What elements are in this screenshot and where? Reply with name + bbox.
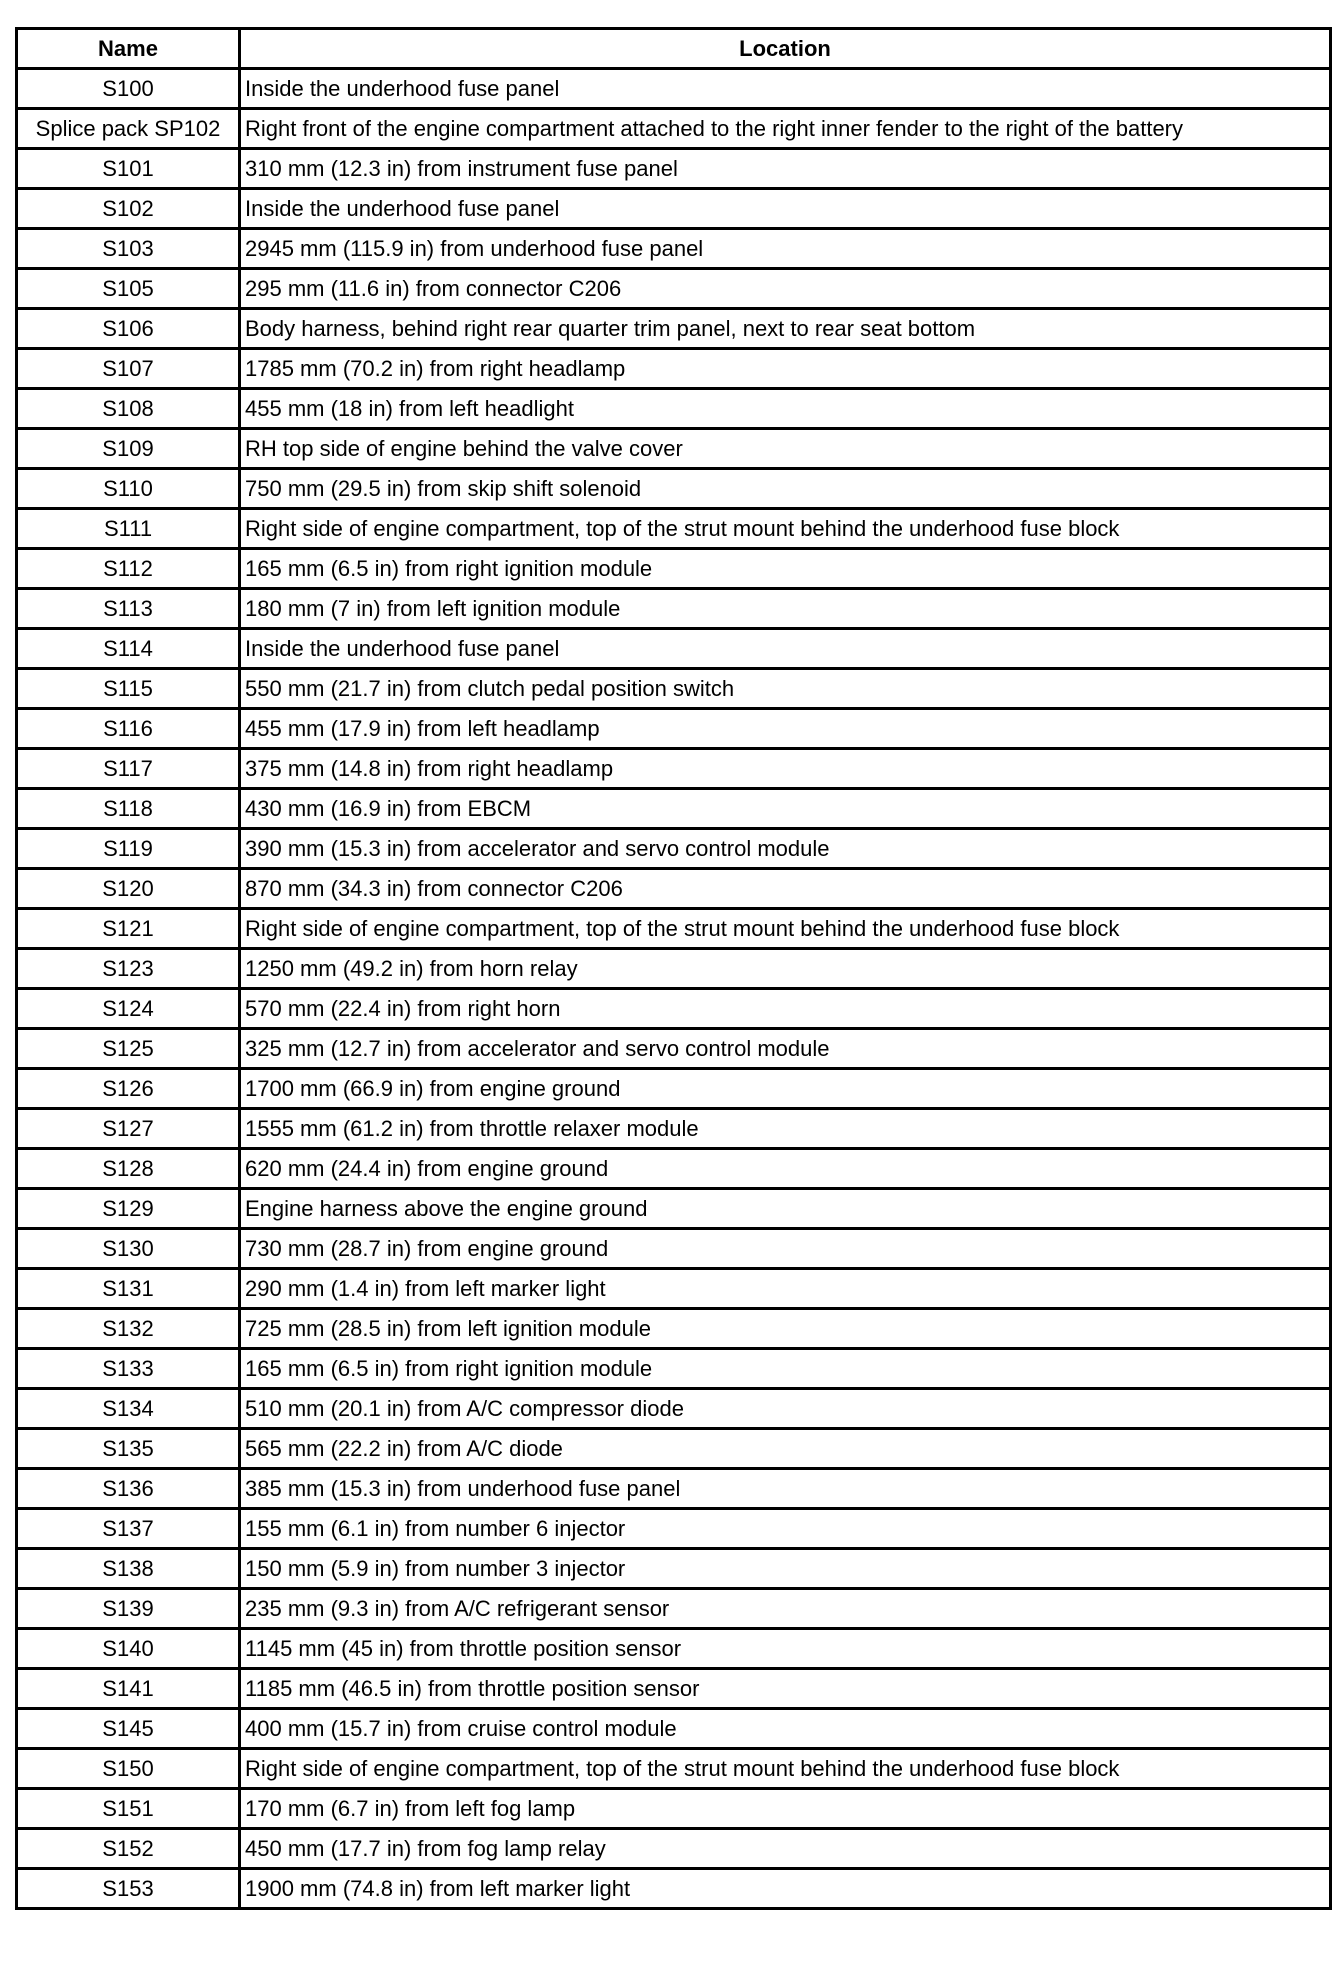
splice-location-cell: 1785 mm (70.2 in) from right headlamp [240, 349, 1331, 389]
splice-name-cell: S132 [17, 1309, 240, 1349]
splice-location-cell: 1555 mm (61.2 in) from throttle relaxer module [240, 1109, 1331, 1149]
table-row [17, 1189, 1331, 1229]
splice-location-cell: Inside the underhood fuse panel [240, 189, 1331, 229]
table-row [17, 1269, 1331, 1309]
splice-name-cell: S121 [17, 909, 240, 949]
splice-location-cell: 400 mm (15.7 in) from cruise control module [240, 1709, 1331, 1749]
splice-location-cell: 2945 mm (115.9 in) from underhood fuse panel [240, 229, 1331, 269]
splice-location-cell: 325 mm (12.7 in) from accelerator and servo control module [240, 1029, 1331, 1069]
table-row [17, 109, 1331, 149]
splice-name-cell: S131 [17, 1269, 240, 1309]
table-row [17, 1029, 1331, 1069]
splice-name-cell: S114 [17, 629, 240, 669]
splice-location-cell: 165 mm (6.5 in) from right ignition module [240, 549, 1331, 589]
splice-location-cell: Body harness, behind right rear quarter trim panel, next to rear seat bottom [240, 309, 1331, 349]
table-row [17, 749, 1331, 789]
splice-name-cell: S111 [17, 509, 240, 549]
splice-name-cell: S126 [17, 1069, 240, 1109]
splice-location-cell: 235 mm (9.3 in) from A/C refrigerant sensor [240, 1589, 1331, 1629]
splice-name-cell: S106 [17, 309, 240, 349]
splice-name-cell: S125 [17, 1029, 240, 1069]
splice-name-cell: S145 [17, 1709, 240, 1749]
splice-name-cell: S123 [17, 949, 240, 989]
table-row [17, 1789, 1331, 1829]
table-row [17, 149, 1331, 189]
table-row [17, 589, 1331, 629]
table-row [17, 1469, 1331, 1509]
table-row [17, 429, 1331, 469]
table-row [17, 1629, 1331, 1669]
table-body [17, 69, 1331, 1909]
table-row [17, 1309, 1331, 1349]
splice-name-cell: S101 [17, 149, 240, 189]
splice-location-cell: 375 mm (14.8 in) from right headlamp [240, 749, 1331, 789]
splice-name-cell: S115 [17, 669, 240, 709]
table-row [17, 829, 1331, 869]
splice-name-cell: S128 [17, 1149, 240, 1189]
splice-name-cell: S108 [17, 389, 240, 429]
splice-location-cell: 1900 mm (74.8 in) from left marker light [240, 1869, 1331, 1909]
splice-location-cell: 570 mm (22.4 in) from right horn [240, 989, 1331, 1029]
splice-location-cell: 450 mm (17.7 in) from fog lamp relay [240, 1829, 1331, 1869]
splice-name-cell: S103 [17, 229, 240, 269]
splice-location-cell: 170 mm (6.7 in) from left fog lamp [240, 1789, 1331, 1829]
splice-location-cell: 310 mm (12.3 in) from instrument fuse panel [240, 149, 1331, 189]
splice-name-cell: S109 [17, 429, 240, 469]
splice-name-cell: S129 [17, 1189, 240, 1229]
splice-location-cell: 1250 mm (49.2 in) from horn relay [240, 949, 1331, 989]
splice-location-cell: 1700 mm (66.9 in) from engine ground [240, 1069, 1331, 1109]
splice-location-cell: 870 mm (34.3 in) from connector C206 [240, 869, 1331, 909]
splice-location-cell: Inside the underhood fuse panel [240, 69, 1331, 109]
splice-location-cell: 725 mm (28.5 in) from left ignition module [240, 1309, 1331, 1349]
splice-name-cell: S133 [17, 1349, 240, 1389]
splice-location-cell: 150 mm (5.9 in) from number 3 injector [240, 1549, 1331, 1589]
splice-name-cell: S120 [17, 869, 240, 909]
splice-location-cell: 1185 mm (46.5 in) from throttle position sensor [240, 1669, 1331, 1709]
splice-location-cell: 295 mm (11.6 in) from connector C206 [240, 269, 1331, 309]
splice-name-cell: S124 [17, 989, 240, 1029]
table-row [17, 389, 1331, 429]
splice-name-cell: Splice pack SP102 [17, 109, 240, 149]
splice-name-cell: S135 [17, 1429, 240, 1469]
splice-location-cell: 565 mm (22.2 in) from A/C diode [240, 1429, 1331, 1469]
table-row [17, 949, 1331, 989]
table-row [17, 1349, 1331, 1389]
table-row [17, 1829, 1331, 1869]
splice-name-cell: S113 [17, 589, 240, 629]
table-row [17, 869, 1331, 909]
splice-name-cell: S127 [17, 1109, 240, 1149]
splice-name-cell: S136 [17, 1469, 240, 1509]
table-row [17, 1509, 1331, 1549]
splice-name-cell: S110 [17, 469, 240, 509]
splice-name-cell: S138 [17, 1549, 240, 1589]
splice-name-cell: S141 [17, 1669, 240, 1709]
table-row [17, 69, 1331, 109]
splice-name-cell: S100 [17, 69, 240, 109]
splice-name-cell: S119 [17, 829, 240, 869]
splice-name-cell: S112 [17, 549, 240, 589]
splice-location-cell: 550 mm (21.7 in) from clutch pedal position switch [240, 669, 1331, 709]
splice-name-cell: S139 [17, 1589, 240, 1629]
table-row [17, 1229, 1331, 1269]
table-row [17, 349, 1331, 389]
table-row [17, 629, 1331, 669]
splice-location-cell: RH top side of engine behind the valve cover [240, 429, 1331, 469]
table-row [17, 1069, 1331, 1109]
splice-location-cell: Right side of engine compartment, top of the strut mount behind the underhood fuse block [240, 509, 1331, 549]
table-row [17, 789, 1331, 829]
splice-location-cell: 620 mm (24.4 in) from engine ground [240, 1149, 1331, 1189]
table-row [17, 909, 1331, 949]
table-row [17, 549, 1331, 589]
splice-name-cell: S137 [17, 1509, 240, 1549]
splice-location-cell: 1145 mm (45 in) from throttle position sensor [240, 1629, 1331, 1669]
column-header-location: Location [240, 29, 1331, 69]
table-row [17, 1749, 1331, 1789]
splice-name-cell: S130 [17, 1229, 240, 1269]
table-row [17, 229, 1331, 269]
table-row [17, 1149, 1331, 1189]
table-row [17, 269, 1331, 309]
splice-name-cell: S116 [17, 709, 240, 749]
table-row [17, 709, 1331, 749]
splice-location-cell: 750 mm (29.5 in) from skip shift solenoid [240, 469, 1331, 509]
table-row [17, 509, 1331, 549]
splice-name-cell: S140 [17, 1629, 240, 1669]
splice-name-cell: S117 [17, 749, 240, 789]
splice-location-cell: 290 mm (1.4 in) from left marker light [240, 1269, 1331, 1309]
table-row [17, 989, 1331, 1029]
splice-location-cell: Right side of engine compartment, top of the strut mount behind the underhood fuse block [240, 909, 1331, 949]
table-row [17, 1389, 1331, 1429]
splice-name-cell: S105 [17, 269, 240, 309]
table-row [17, 1549, 1331, 1589]
splice-name-cell: S150 [17, 1749, 240, 1789]
splice-location-cell: Engine harness above the engine ground [240, 1189, 1331, 1229]
splice-location-cell: 730 mm (28.7 in) from engine ground [240, 1229, 1331, 1269]
splice-location-cell: 455 mm (18 in) from left headlight [240, 389, 1331, 429]
splice-location-cell: 510 mm (20.1 in) from A/C compressor diode [240, 1389, 1331, 1429]
table-row [17, 469, 1331, 509]
table-row [17, 1709, 1331, 1749]
splice-name-cell: S153 [17, 1869, 240, 1909]
splice-location-cell: Inside the underhood fuse panel [240, 629, 1331, 669]
column-header-name: Name [17, 29, 240, 69]
splice-name-cell: S107 [17, 349, 240, 389]
splice-location-cell: 430 mm (16.9 in) from EBCM [240, 789, 1331, 829]
splice-location-cell: 390 mm (15.3 in) from accelerator and servo control module [240, 829, 1331, 869]
splice-location-cell: Right side of engine compartment, top of the strut mount behind the underhood fuse block [240, 1749, 1331, 1789]
splice-name-cell: S102 [17, 189, 240, 229]
splice-name-cell: S118 [17, 789, 240, 829]
splice-location-cell: 385 mm (15.3 in) from underhood fuse panel [240, 1469, 1331, 1509]
table-row [17, 1109, 1331, 1149]
table-row [17, 1429, 1331, 1469]
table-row [17, 1669, 1331, 1709]
table-row [17, 189, 1331, 229]
table-row [17, 669, 1331, 709]
splice-location-table [15, 27, 1332, 1910]
header-row [17, 29, 1331, 69]
splice-location-cell: 155 mm (6.1 in) from number 6 injector [240, 1509, 1331, 1549]
table-row [17, 1589, 1331, 1629]
table-row [17, 1869, 1331, 1909]
table-row [17, 309, 1331, 349]
splice-name-cell: S152 [17, 1829, 240, 1869]
splice-location-cell: 165 mm (6.5 in) from right ignition module [240, 1349, 1331, 1389]
splice-location-cell: 455 mm (17.9 in) from left headlamp [240, 709, 1331, 749]
splice-name-cell: S151 [17, 1789, 240, 1829]
splice-location-cell: Right front of the engine compartment attached to the right inner fender to the right of the battery [240, 109, 1331, 149]
splice-name-cell: S134 [17, 1389, 240, 1429]
splice-location-cell: 180 mm (7 in) from left ignition module [240, 589, 1331, 629]
